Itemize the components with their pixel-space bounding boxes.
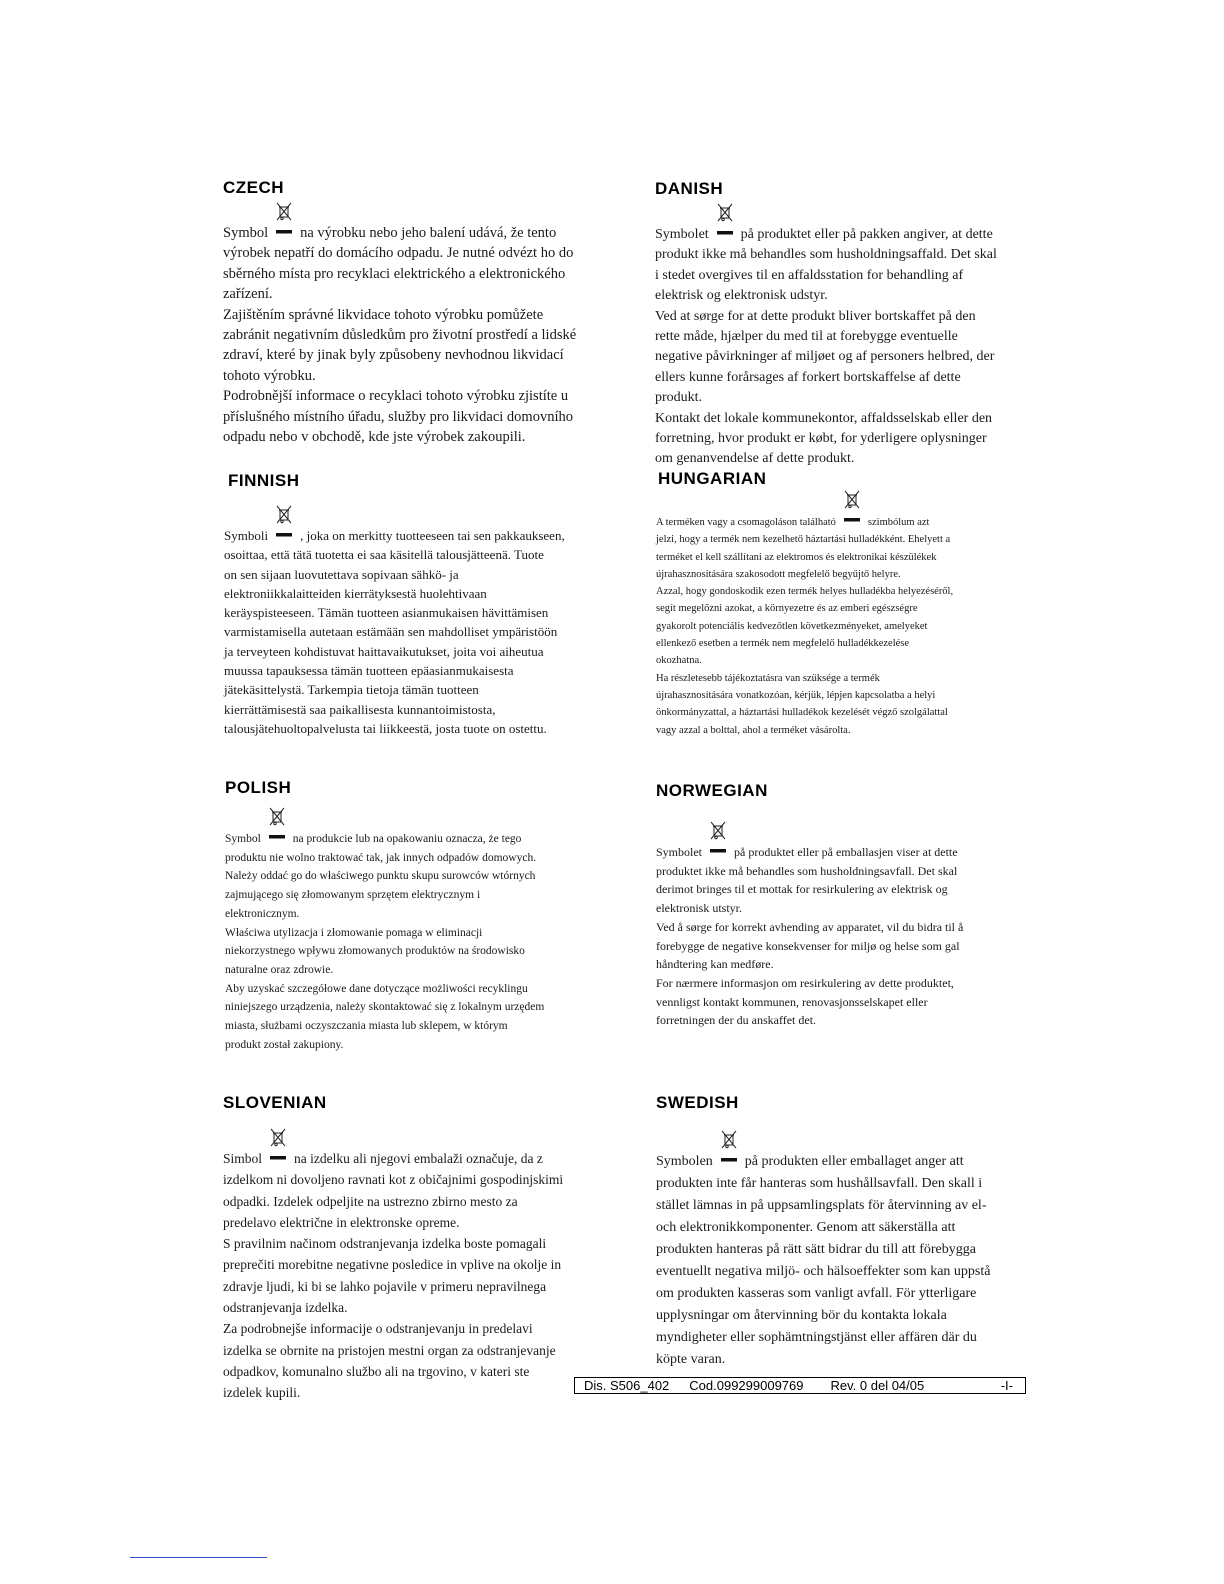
footer-page: -I- (1000, 1378, 1013, 1393)
footer-dis: Dis. S506_402 (584, 1378, 670, 1393)
weee-bin-icon (719, 1144, 739, 1168)
section-heading: SLOVENIAN (223, 1093, 327, 1112)
weee-bin-icon (274, 216, 294, 240)
body-text: produktu nie wolno traktować tak, jak innych odpadów domowych. Należy oddać go do właściwego punktu skupu surowców wtórnych zajmującego się złomowanym sprzętem elektrycznym i elektronicznym. Właściwa utylizacja i złomowanie pomaga w eliminacji niekorzystnego wpływu złomowanych produktów na środowisko naturalne oraz zdrowie. Aby uzyskać szczegółowe dane dotyczące możliwości recyklingu niniejszego urządzenia, należy skontaktować się z lokalnym urzędem miasta, służbami oczyszczania miasta lub sklepem, w którym produkt został zakupiony. (225, 851, 545, 1051)
section-heading: SWEDISH (656, 1093, 739, 1112)
footer-cod: Cod.099299009769 (689, 1378, 804, 1393)
section-body (656, 1144, 1001, 1371)
section-heading: POLISH (225, 778, 292, 797)
lead-line: Symbol na produkcie lub na opakowaniu oznacza, że tego (225, 821, 545, 849)
weee-bin-icon (842, 504, 862, 528)
section-heading: DANISH (655, 179, 724, 198)
lead-line: Symbolen på produkten eller emballaget anger att (656, 1144, 1001, 1173)
section-body (223, 1142, 568, 1404)
weee-bin-icon (267, 821, 287, 845)
section-heading: CZECH (223, 178, 285, 197)
document-footer (574, 1377, 1026, 1394)
body-text: výrobek nepatří do domácího odpadu. Je nutné odvézt ho do sběrného místa pro recyklaci elektrického a elektronického zařízení. Zajištěním správné likvidace tohoto výrobku pomůžete zabránit negativním důsledkům pro životní prostředí a lidské zdraví, které by jinak byly způsobeny nevhodnou likvidací tohoto výrobku. Podrobnější informace o recyklaci tohoto výrobku zjistíte u příslušného místního úřadu, služby pro likvidaci domovního odpadu nebo v obchodě, kde jste výrobek zakoupili. (223, 245, 577, 446)
section-body (656, 835, 976, 1030)
section-heading: FINNISH (228, 471, 300, 490)
section-heading: NORWEGIAN (656, 781, 768, 800)
weee-bin-icon (274, 519, 294, 543)
lead-line: Symbol na výrobku nebo jeho balení udává, že tento (223, 216, 583, 243)
body-text: osoittaa, että tätä tuotetta ei saa käsitellä talousjätteenä. Tuote on sen sijaan luovutettava sopivaan sähkö- ja elektroniikkalaitteiden kierrätyksestä huolehtivaan keräyspisteeseen. Tämän tuotteen asianmukaisen hävittämisen varmistamisella autetaan estämään sen mahdolliset ympäristöön ja terveyteen kohdistuvat haittavaikutukset, joita voi aiheutua muussa tapauksessa tämän tuotteen epäasianmukaisesta jätekäsittelystä. Tarkempia tietoja tämän tuotteen kierrättämisestä saa paikallisesta kunnantoimistosta, talousjätehuoltopalvelusta tai liikkeestä, josta tuote on ostettu. (224, 547, 558, 736)
lead-line: Simbol na izdelku ali njegovi embalaži označuje, da z (223, 1142, 568, 1169)
weee-bin-icon (715, 217, 735, 241)
section-heading: HUNGARIAN (658, 469, 767, 488)
lead-line: Symbolet på produktet eller på pakken angiver, at dette (655, 217, 1000, 245)
footer-rev: Rev. 0 del 04/05 (830, 1378, 925, 1393)
weee-bin-icon (268, 1142, 288, 1166)
lead-line: Symbolet på produktet eller på emballasjen viser at dette (656, 835, 976, 862)
section-body (223, 216, 583, 447)
section-body (655, 217, 1000, 470)
section-body (224, 519, 565, 738)
section-body (225, 821, 545, 1054)
body-text: izdelkom ni dovoljeno ravnati kot z običajnimi gospodinjskimi odpadki. Izdelek odpeljite na ustrezno zbirno mesto za predelavo električne in elektronske opreme. S pravilnim načinom odstranjevanja izdelka boste pomagali preprečiti morebitne negativne posledice in vplive na okolje in zdravje ljudi, ki bi se lahko pojavile v primeru nepravilnega odstranjevanja izdelka. Za podrobnejše informacije o odstranjevanju in predelavi izdelka se obrnite na pristojen mestni organ za odstranjevanje odpadkov, komunalno službo ali na trgovino, v kateri ste izdelek kupili. (223, 1172, 564, 1401)
body-text: produkten inte får hanteras som hushållsavfall. Den skall i stället lämnas in på uppsamlingsplats för återvinning av el- och elektronikkomponenter. Genom att säkerställa att produkten hanteras på rätt sätt bidrar du till att förebygga eventuellt negativa miljö- och hälsoeffekter som kan uppstå om produkten kasseras som vanligt avfall. För ytterligare upplysningar om återvinning bör du kontakta lokala myndigheter eller sophämtningstjänst eller affären där du köpte varan. (656, 1176, 991, 1367)
weee-bin-icon (708, 835, 728, 859)
section-body (656, 504, 956, 739)
lead-line: A terméken vagy a csomagoláson található szimbólum azt (656, 504, 956, 531)
body-text: jelzi, hogy a termék nem kezelhető háztartási hulladékként. Ehelyett a terméket el kell szállítani az elektromos és elektronikai készülékek újrahasznosítására szakosodott megfelelő begyűjtő helyre. Azzal, hogy gondoskodik ezen termék helyes hulladékba helyezéséről, segít megelőzni azokat, a környezetre és az emberi egészségre gyakorolt potenciális kedvezőtlen következményeket, amelyeket ellenkező esetben a termék nem megfelelő hulladékkezelése okozhatna. Ha részletesebb tájékoztatásra van szüksége a termék újrahasznosítására vonatkozóan, kérjük, lépjen kapcsolatba a helyi önkormányzattal, a háztartási hulladékok kezelését végző szolgálattal vagy azzal a bolttal, ahol a terméket vásárolta. (656, 534, 954, 736)
lead-line: Symboli , joka on merkitty tuotteeseen tai sen pakkaukseen, (224, 519, 558, 545)
body-text: produktet ikke må behandles som husholdningsavfall. Det skal derimot bringes til et mottak for resirkulering av elektrisk og elektronisk utstyr. Ved å sørge for korrekt avhending av apparatet, vil du bidra til å forebygge de negative konsekvenser for miljø og helse som gal håndtering kan medføre. For nærmere informasjon om resirkulering av dette produktet, vennligst kontakt kommunen, renovasjonsselskapet eller forretningen der du anskaffet det. (656, 863, 964, 1028)
bottom-underline-link[interactable] (130, 1557, 267, 1558)
body-text: produkt ikke må behandles som husholdningsaffald. Det skal i stedet overgives til en affaldsstation for behandling af elektrisk og elektronisk udstyr. Ved at sørge for at dette produkt bliver bortskaffet på den rette måde, hjælper du med til at forebygge eventuelle negative påvirkninger af miljøet og af personers helbred, der ellers kunne forårsages af forkert bortskaffelse af dette produkt. Kontakt det lokale kommunekontor, affaldsselskab eller den forretning, hvor produkt er købt, for yderligere oplysninger om genanvendelse af dette produkt. (655, 247, 997, 467)
